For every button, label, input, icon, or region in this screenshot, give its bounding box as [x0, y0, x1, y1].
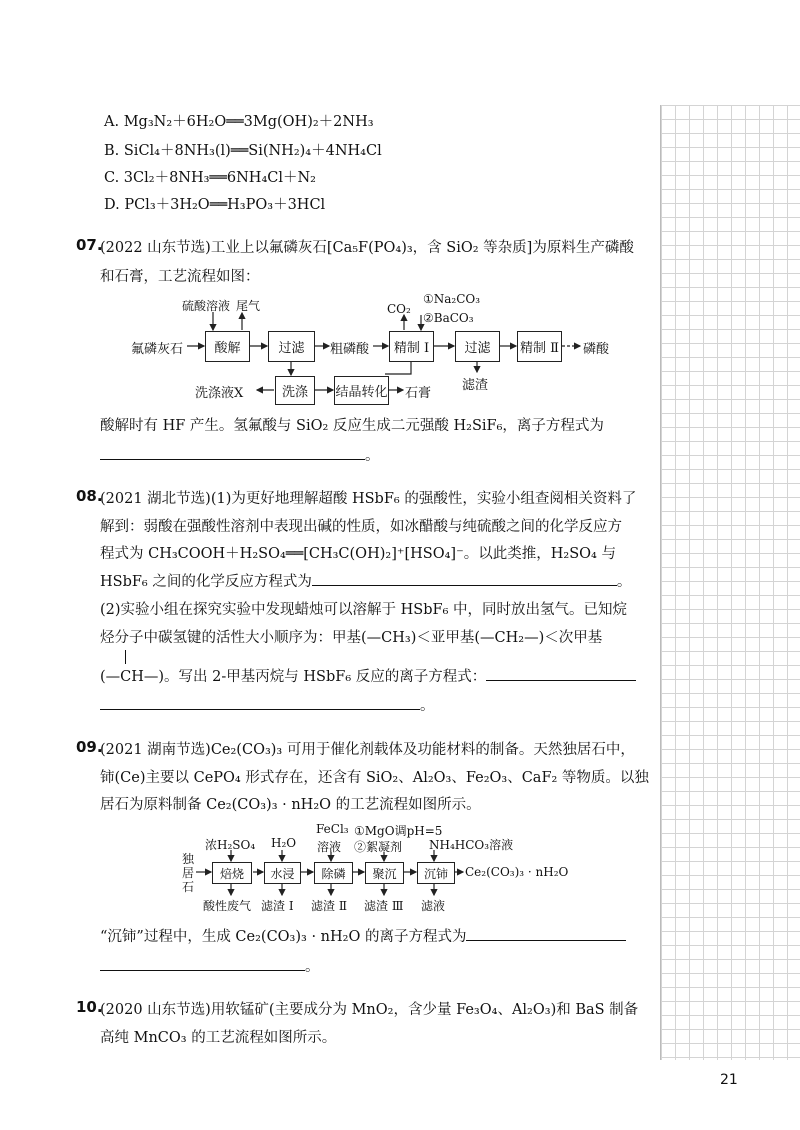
q09-line4: “沉铈”过程中，生成 Ce₂(CO₃)₃ · nH₂O 的离子方程式为 [100, 929, 467, 945]
q08-answer-blank-1[interactable] [312, 571, 617, 586]
q09-output-2: 滤渣 Ⅰ [261, 899, 294, 913]
q09-reagent-5: NH₄HCO₃溶液 [429, 838, 514, 852]
q07-gas: 尾气 [236, 299, 261, 313]
q08-line7: (—CH—)。写出 2-甲基丙烷与 HSbF₆ 反应的离子方程式： [100, 669, 487, 685]
option-b: B. SiCl₄＋8NH₃(l)══Si(NH₂)₄＋4NH₄Cl [104, 143, 382, 159]
q09-line3: 居石为原料制备 Ce₂(CO₃)₃ · nH₂O 的工艺流程如图所示。 [100, 797, 481, 813]
q07-line2: 和石膏，工艺流程如图： [100, 269, 260, 285]
q07-reagent2a: ①Na₂CO₃ [423, 292, 481, 306]
q07-refine2-box: 精制 Ⅱ [517, 331, 562, 362]
q07-input: 氟磷灰石 [131, 342, 184, 357]
q09-line4-row [100, 925, 626, 946]
q08-line5: (2)实验小组在探究实验中发现蜡烛可以溶解于 HSbF₆ 中，同时放出氢气。已知烷 [100, 602, 627, 618]
q09-output-1: 酸性废气 [203, 899, 252, 913]
q08-line8-row [100, 694, 435, 715]
question-number-09: 09. [76, 738, 103, 756]
page-number: 21 [720, 1072, 738, 1088]
q08-line2: 解到：弱酸在强酸性溶剂中表现出碱的性质，如冰醋酸与纯硫酸之间的化学反应方 [100, 519, 622, 535]
grid-margin [660, 105, 800, 1060]
q07-line3: 酸解时有 HF 产生。氢氟酸与 SiO₂ 反应生成二元强酸 H₂SiF₆，离子方程式为 [100, 418, 604, 434]
q08-line6: 烃分子中碳氢键的活性大小顺序为：甲基(—CH₃)＜亚甲基(—CH₂—)＜次甲基 [100, 630, 603, 646]
q09-reagent-3a: FeCl₃ [316, 822, 349, 836]
q09-output-4: 滤渣 Ⅲ [364, 899, 404, 913]
q07-filter1-box: 过滤 [268, 331, 315, 362]
q09-precip-box: 聚沉 [365, 862, 404, 884]
q07-wash-box: 洗涤 [275, 376, 315, 405]
q09-input-2: 居 [182, 866, 195, 880]
q07-line1: (2022 山东节选)工业上以氟磷灰石[Ca₅F(PO₄)₃，含 SiO₂ 等杂质]为原料生产磷酸 [100, 240, 634, 256]
q09-end: 。 [305, 959, 320, 975]
q09-ceprecip-box: 沉铈 [417, 862, 455, 884]
q09-line5-row [100, 955, 320, 976]
q07-gypsum: 石膏 [405, 386, 432, 401]
q09-output-5: 滤液 [421, 899, 446, 913]
q07-reagent1: 硫酸溶液 [182, 299, 231, 313]
q09-line2: 铈(Ce)主要以 CePO₄ 形式存在，还含有 SiO₂、Al₂O₃、Fe₂O₃、CaF₂ 等物质。以独 [100, 770, 649, 786]
q09-answer-blank-2[interactable] [100, 956, 305, 971]
q08-line1: (2021 湖北节选)(1)为更好地理解超酸 HSbF₆ 的强酸性，实验小组查阅相关资料了 [100, 491, 637, 507]
q07-acid-box: 酸解 [205, 331, 250, 362]
q08-answer-blank-2[interactable] [486, 666, 636, 681]
option-d: D. PCl₃＋3H₂O══H₃PO₃＋3HCl [104, 197, 326, 213]
question-number-07: 07. [76, 236, 103, 254]
q07-crystal-box: 结晶转化 [334, 376, 389, 405]
q08-line4-row [100, 570, 631, 591]
q09-reagent-4b: ②絮凝剂 [354, 840, 403, 854]
q07-crude: 粗磷酸 [330, 342, 370, 357]
q09-input-3: 石 [182, 880, 195, 894]
q10-line1: (2020 山东节选)用软锰矿(主要成分为 MnO₂，含少量 Fe₃O₄、Al₂O₃)和 BaS 制备 [100, 1002, 639, 1018]
q09-reagent-2: H₂O [271, 836, 297, 850]
q08-line7-row [100, 665, 636, 686]
q09-input-1: 独 [182, 852, 195, 866]
q09-reagent-3b: 溶液 [317, 840, 342, 854]
q09-reagent-4a: ①MgO调pH=5 [354, 824, 443, 838]
q10-line2: 高纯 MnCO₃ 的工艺流程如图所示。 [100, 1030, 337, 1046]
q09-dephos-box: 除磷 [314, 862, 353, 884]
q09-reagent-1: 浓H₂SO₄ [205, 838, 256, 852]
q07-end: 。 [365, 448, 380, 464]
q07-answer-line [100, 444, 380, 465]
q09-product: Ce₂(CO₃)₃ · nH₂O [465, 865, 569, 879]
q07-refine1-box: 精制 Ⅰ [389, 331, 434, 362]
q07-washliquid: 洗涤液X [195, 386, 244, 401]
q08-answer-blank-3[interactable] [100, 695, 420, 710]
q07-product: 磷酸 [583, 342, 610, 357]
q07-co2: CO₂ [387, 302, 411, 316]
q07-answer-blank[interactable] [100, 445, 365, 460]
q07-filter2-box: 过滤 [455, 331, 500, 362]
q09-roast-box: 焙烧 [212, 862, 252, 884]
q07-residue: 滤渣 [462, 378, 489, 393]
q08-line4: HSbF₆ 之间的化学反应方程式为 [100, 574, 312, 590]
question-number-08: 08. [76, 487, 103, 505]
q07-reagent2b: ②BaCO₃ [423, 311, 474, 325]
q08-ch-bond-mark [125, 650, 126, 664]
q08-end-2: 。 [420, 698, 435, 714]
option-c: C. 3Cl₂＋8NH₃══6NH₄Cl＋N₂ [104, 170, 316, 186]
q08-end-1: 。 [616, 574, 632, 590]
q08-line3: 程式为 CH₃COOH＋H₂SO₄══[CH₃C(OH)₂]⁺[HSO₄]⁻。以此类推，H₂SO₄ 与 [100, 546, 616, 562]
q09-output-3: 滤渣 Ⅱ [311, 899, 347, 913]
q09-leach-box: 水浸 [264, 862, 301, 884]
question-number-10: 10. [76, 998, 103, 1016]
option-a: A. Mg₃N₂＋6H₂O══3Mg(OH)₂＋2NH₃ [104, 114, 374, 130]
q09-line1: (2021 湖南节选)Ce₂(CO₃)₃ 可用于催化剂载体及功能材料的制备。天然独居石中， [100, 742, 635, 758]
q09-answer-blank-1[interactable] [466, 926, 626, 941]
